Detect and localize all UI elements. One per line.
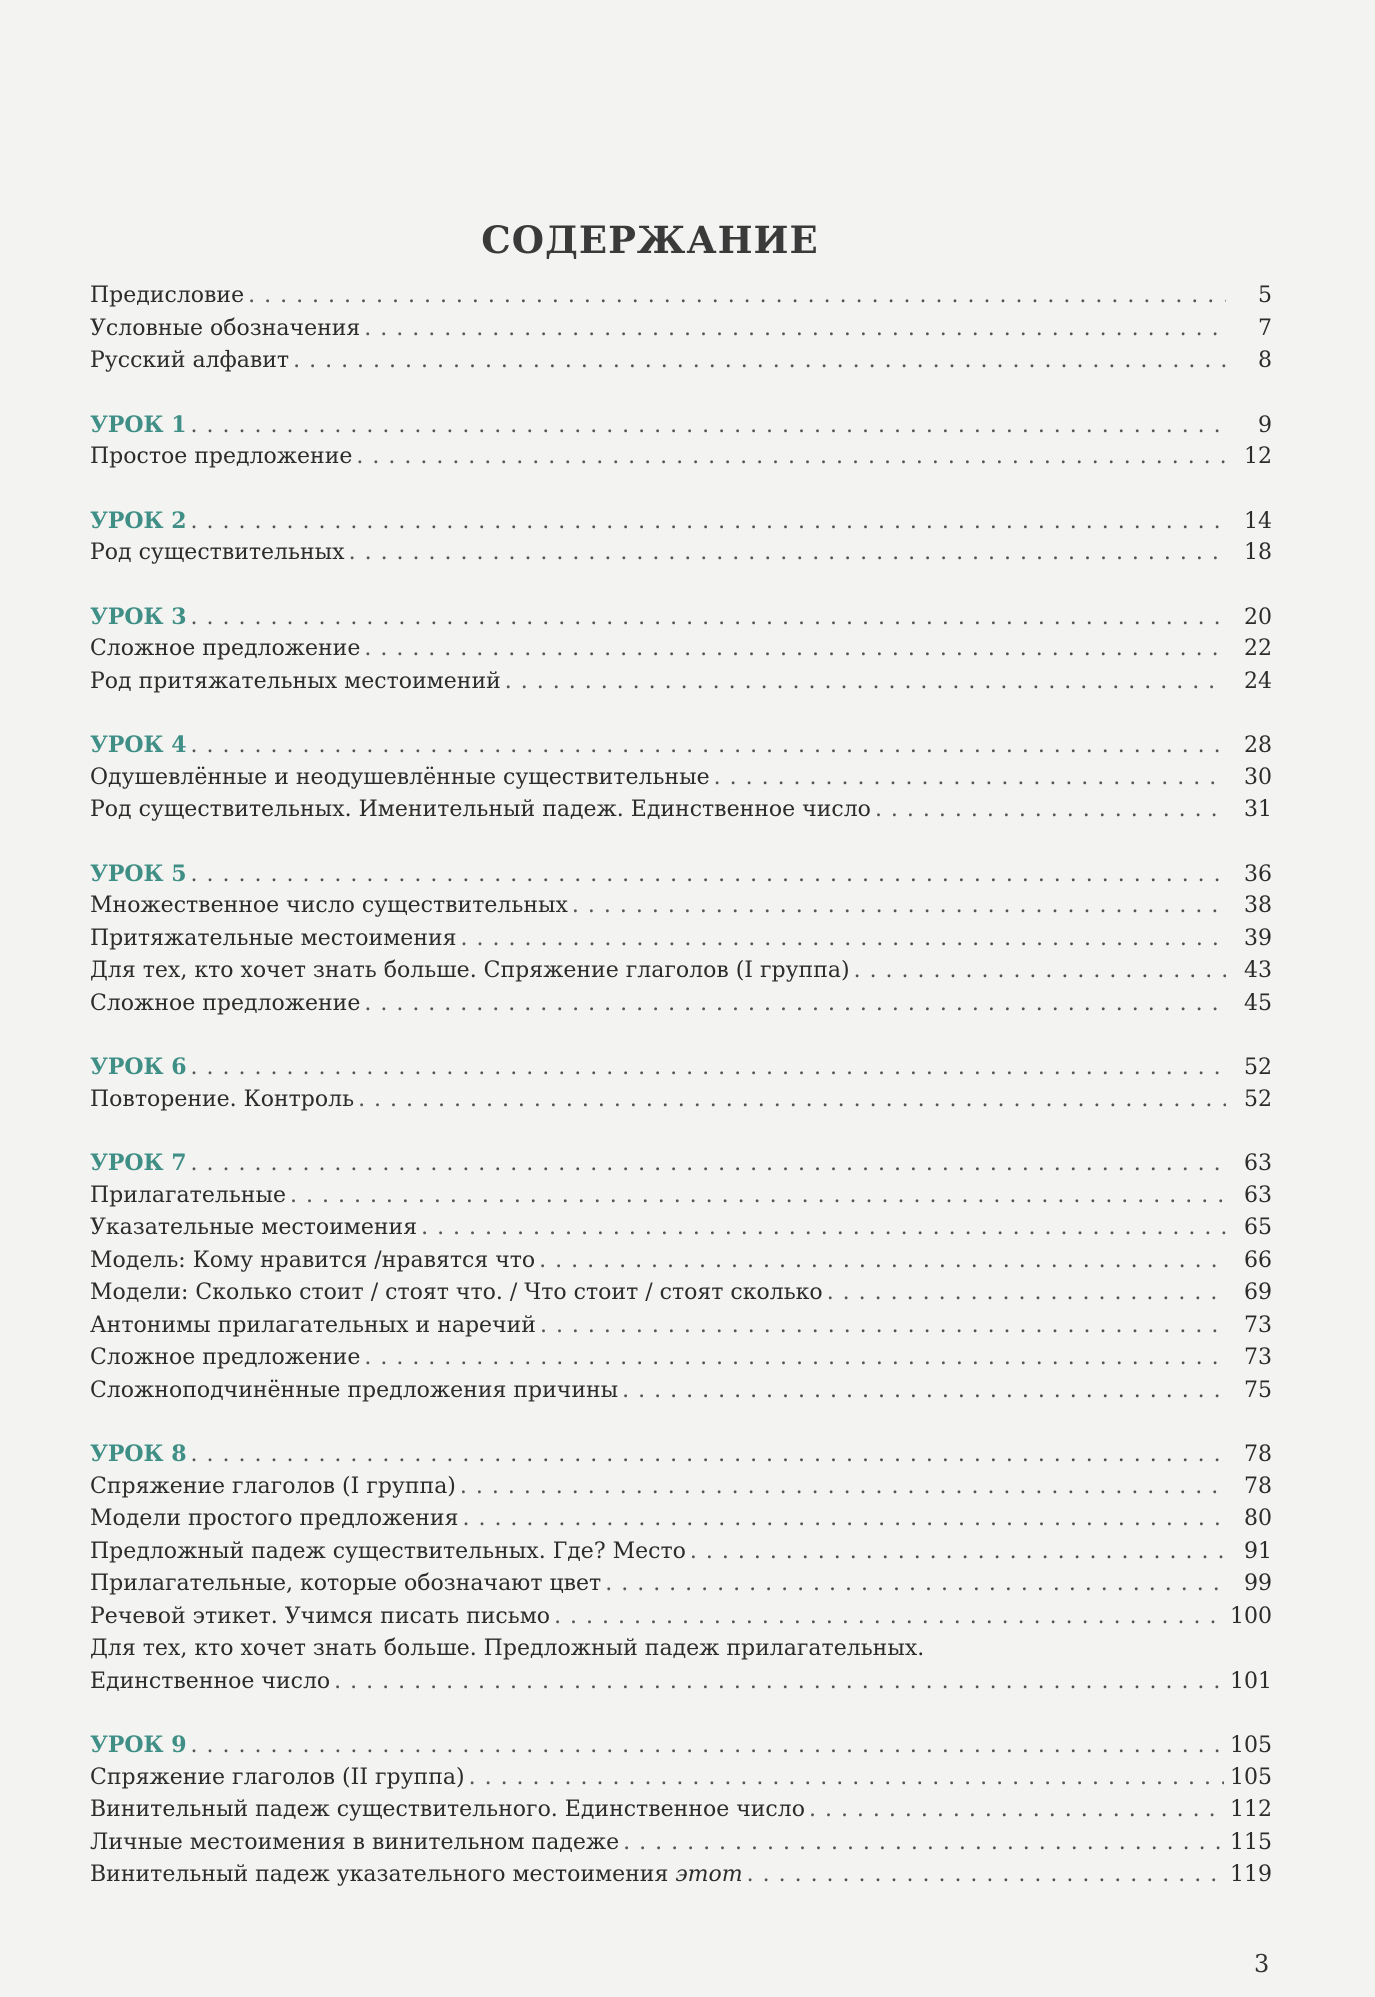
toc-entry[interactable] (90, 313, 1272, 346)
toc-entry-text: Сложное предложение (90, 990, 361, 1016)
lesson-heading-text: УРОК 3 (90, 603, 187, 630)
dot-leader (293, 345, 1226, 378)
toc-entry-text: Личные местоимения в винительном падеже (90, 1829, 620, 1855)
dot-leader (191, 1148, 1226, 1181)
toc-entry-text: Предисловие (90, 283, 245, 308)
lesson-heading-text: УРОК 2 (90, 507, 187, 534)
section-gap (90, 1020, 1272, 1051)
lesson-heading[interactable] (90, 409, 1272, 442)
toc-entry-page: 7 (1258, 315, 1272, 341)
toc-entry-text: Антонимы прилагательных и наречий (90, 1312, 536, 1338)
dot-leader (248, 280, 1226, 313)
toc-entry[interactable] (90, 666, 1272, 699)
toc-entry-page: 99 (1244, 1571, 1272, 1596)
toc-entry-text: Прилагательные (90, 1182, 287, 1208)
dot-leader (714, 762, 1226, 795)
dot-leader (191, 730, 1226, 763)
toc-entry[interactable] (90, 1375, 1272, 1408)
toc-entry-text: Единственное число (90, 1668, 331, 1694)
toc-entry-page: 80 (1244, 1506, 1272, 1531)
dot-leader (191, 602, 1226, 635)
toc-entry-text: Повторение. Контроль (90, 1086, 355, 1112)
dot-leader (191, 506, 1226, 539)
lesson-heading-text: УРОК 8 (90, 1441, 187, 1467)
section-gap (90, 570, 1272, 601)
toc-entry[interactable] (90, 280, 1272, 313)
lesson-heading-text: УРОК 9 (90, 1732, 187, 1758)
toc-entry-text: Сложное предложение (90, 1345, 361, 1370)
toc-entry-page: 5 (1258, 283, 1272, 308)
toc-entry-text: Одушевлённые и неодушевлённые существительные (90, 764, 710, 790)
toc-entry[interactable] (90, 441, 1272, 474)
dot-leader (469, 1762, 1224, 1795)
toc-entry-page: 39 (1244, 925, 1272, 951)
toc-entry-page: 115 (1230, 1829, 1272, 1855)
toc-entry-text: Модели простого предложения (90, 1506, 459, 1531)
dot-leader (349, 537, 1226, 570)
toc-entry[interactable] (90, 762, 1272, 795)
dot-leader (421, 1212, 1226, 1245)
dot-leader (854, 955, 1226, 988)
lesson-heading[interactable] (90, 601, 1272, 634)
toc-entry[interactable] (90, 988, 1272, 1021)
toc-entry-text: Сложное предложение (90, 636, 361, 661)
toc-entry-italic-word: этот (675, 1862, 743, 1887)
toc-entry[interactable] (90, 1633, 1272, 1666)
toc-entry-page: 112 (1230, 1797, 1272, 1822)
dot-leader (191, 410, 1226, 443)
toc-entry[interactable] (90, 1212, 1272, 1245)
dot-leader (539, 1245, 1226, 1278)
toc-entry-text: Простое предложение (90, 444, 353, 469)
toc-entry[interactable] (90, 1084, 1272, 1117)
lesson-heading-text: УРОК 1 (90, 411, 187, 438)
toc-entry-page: 100 (1230, 1603, 1272, 1629)
toc-entry[interactable] (90, 1827, 1272, 1860)
lesson-heading-page: 36 (1244, 861, 1272, 887)
lesson-heading-text: УРОК 5 (90, 860, 187, 887)
toc-entry-text: Речевой этикет. Учимся писать письмо (90, 1603, 551, 1629)
toc-entry[interactable] (90, 923, 1272, 956)
toc-entry-page: 45 (1244, 990, 1272, 1016)
toc-entry-text: Сложноподчинённые предложения причины (90, 1377, 619, 1403)
toc-entry[interactable] (90, 794, 1272, 827)
lesson-heading-page: 78 (1244, 1442, 1272, 1467)
lesson-heading-page: 20 (1244, 604, 1272, 630)
section-gap (90, 698, 1272, 729)
toc-entry-text: Род существительных (90, 540, 345, 565)
toc-entry-text: Винительный падеж существительного. Единственное число (90, 1797, 805, 1822)
toc-entry-text: Спряжение глаголов (II группа) (90, 1764, 465, 1790)
toc-entry-page: 78 (1244, 1473, 1272, 1499)
dot-leader (690, 1536, 1226, 1569)
toc-entry-text: Условные обозначения (90, 315, 361, 341)
toc-entry-page: 69 (1244, 1280, 1272, 1305)
toc-entry-text: Предложный падеж существительных. Где? Место (90, 1538, 686, 1564)
section-gap (90, 1698, 1272, 1729)
dot-leader (334, 1666, 1224, 1699)
section-gap (90, 827, 1272, 858)
toc-entry[interactable] (90, 1794, 1272, 1827)
dot-leader (540, 1310, 1226, 1343)
dot-leader (191, 1052, 1226, 1085)
toc-entry-page: 52 (1244, 1086, 1272, 1112)
toc-entry-text: Род существительных. Именительный падеж. Единственное число (90, 797, 871, 822)
toc-entry-page: 24 (1244, 668, 1272, 694)
lesson-heading-text: УРОК 7 (90, 1150, 187, 1176)
dot-leader (364, 313, 1226, 346)
dot-leader (460, 1471, 1226, 1504)
toc-entry-text: Род притяжательных местоимений (90, 668, 501, 694)
lesson-heading-page: 28 (1244, 733, 1272, 758)
toc-entry-page: 30 (1244, 764, 1272, 790)
toc-entry[interactable] (90, 1277, 1272, 1310)
dot-leader (875, 794, 1226, 827)
toc-entry-page: 91 (1244, 1538, 1272, 1564)
section-gap (90, 1407, 1272, 1438)
toc-entry-page: 63 (1244, 1182, 1272, 1208)
lesson-heading[interactable] (90, 1729, 1272, 1762)
toc-entry-text: Притяжательные местоимения (90, 925, 457, 951)
dot-leader (364, 1342, 1226, 1375)
dot-leader (191, 1730, 1224, 1763)
dot-leader (572, 890, 1226, 923)
dot-leader (809, 1794, 1224, 1827)
toc-entry-page: 73 (1244, 1345, 1272, 1370)
toc-entry[interactable] (90, 1310, 1272, 1343)
lesson-heading-page: 9 (1258, 412, 1272, 438)
section-gap (90, 378, 1272, 409)
front-matter (90, 280, 1272, 378)
dot-leader (605, 1568, 1226, 1601)
table-of-contents (90, 280, 1272, 1892)
toc-entry[interactable] (90, 955, 1272, 988)
toc-entry-text: Для тех, кто хочет знать больше. Спряжение глаголов (I группа) (90, 958, 850, 983)
toc-entry-page: 18 (1244, 540, 1272, 565)
dot-leader (623, 1827, 1224, 1860)
toc-entry-page: 75 (1244, 1377, 1272, 1403)
toc-entry[interactable] (90, 1342, 1272, 1375)
page-number: 3 (1254, 1950, 1270, 1978)
toc-entry[interactable] (90, 345, 1272, 378)
toc-entry-page: 101 (1230, 1668, 1272, 1694)
dot-leader (358, 1084, 1226, 1117)
toc-entry-text: Для тех, кто хочет знать больше. Предложный падеж прилагательных. (90, 1636, 925, 1661)
dot-leader (462, 1503, 1226, 1536)
dot-leader (191, 859, 1226, 892)
lesson-heading[interactable] (90, 1438, 1272, 1471)
toc-entry-text: Множественное число существительных (90, 893, 568, 918)
toc-entry-page: 119 (1230, 1862, 1272, 1887)
dot-leader (554, 1601, 1224, 1634)
toc-entry[interactable] (90, 1859, 1272, 1892)
lesson-heading[interactable] (90, 1051, 1272, 1084)
toc-entry-text: Спряжение глаголов (I группа) (90, 1473, 456, 1499)
lesson-heading[interactable] (90, 1147, 1272, 1180)
lesson-heading[interactable] (90, 505, 1272, 538)
lesson-heading-page: 63 (1244, 1151, 1272, 1176)
toc-entry-page: 73 (1244, 1312, 1272, 1338)
toc-entry-text: Винительный падеж указательного местоимения этот (90, 1862, 743, 1887)
toc-entry[interactable] (90, 1245, 1272, 1278)
lesson-heading-page: 14 (1244, 508, 1272, 534)
toc-entry-page: 31 (1244, 797, 1272, 822)
dot-leader (364, 988, 1226, 1021)
dot-leader (747, 1859, 1224, 1892)
toc-entry[interactable] (90, 1762, 1272, 1795)
lesson-heading[interactable] (90, 858, 1272, 891)
toc-entry[interactable] (90, 1568, 1272, 1601)
toc-entry[interactable] (90, 1666, 1272, 1699)
toc-entry[interactable] (90, 1601, 1272, 1634)
dot-leader (290, 1180, 1226, 1213)
toc-entry-text: Модель: Кому нравится /нравятся что (90, 1247, 536, 1273)
lesson-heading-page: 52 (1244, 1055, 1272, 1080)
toc-entry-page: 43 (1244, 958, 1272, 983)
dot-leader (356, 441, 1226, 474)
lesson-heading-page: 105 (1230, 1733, 1272, 1758)
section-gap (90, 1116, 1272, 1147)
toc-entry-page: 38 (1244, 893, 1272, 918)
lesson-heading[interactable] (90, 729, 1272, 762)
toc-entry-text: Русский алфавит (90, 348, 290, 373)
toc-entry[interactable] (90, 1503, 1272, 1536)
toc-entry[interactable] (90, 1536, 1272, 1569)
lesson-heading-text: УРОК 6 (90, 1054, 187, 1080)
page-title: СОДЕРЖАНИЕ (481, 218, 819, 262)
section-gap (90, 474, 1272, 505)
toc-entry-text: Модели: Сколько стоит / стоят что. / Что стоит / стоят сколько (90, 1280, 823, 1305)
toc-entry-page: 66 (1244, 1247, 1272, 1273)
toc-entry-text: Прилагательные, которые обозначают цвет (90, 1571, 602, 1596)
lessons-list (90, 378, 1272, 1892)
toc-entry-page: 22 (1244, 636, 1272, 661)
toc-entry[interactable] (90, 890, 1272, 923)
toc-entry-page: 12 (1244, 444, 1272, 469)
toc-entry[interactable] (90, 1180, 1272, 1213)
dot-leader (505, 666, 1226, 699)
toc-entry-page: 65 (1244, 1215, 1272, 1240)
toc-entry-page: 105 (1230, 1764, 1272, 1790)
lesson-heading-text: УРОК 4 (90, 732, 187, 758)
dot-leader (827, 1277, 1226, 1310)
toc-entry[interactable] (90, 537, 1272, 570)
dot-leader (461, 923, 1226, 956)
toc-entry[interactable] (90, 633, 1272, 666)
toc-entry[interactable] (90, 1471, 1272, 1504)
toc-entry-text: Указательные местоимения (90, 1215, 418, 1240)
dot-leader (191, 1439, 1226, 1472)
dot-leader (364, 633, 1226, 666)
toc-entry-page: 8 (1258, 348, 1272, 373)
dot-leader (622, 1375, 1226, 1408)
